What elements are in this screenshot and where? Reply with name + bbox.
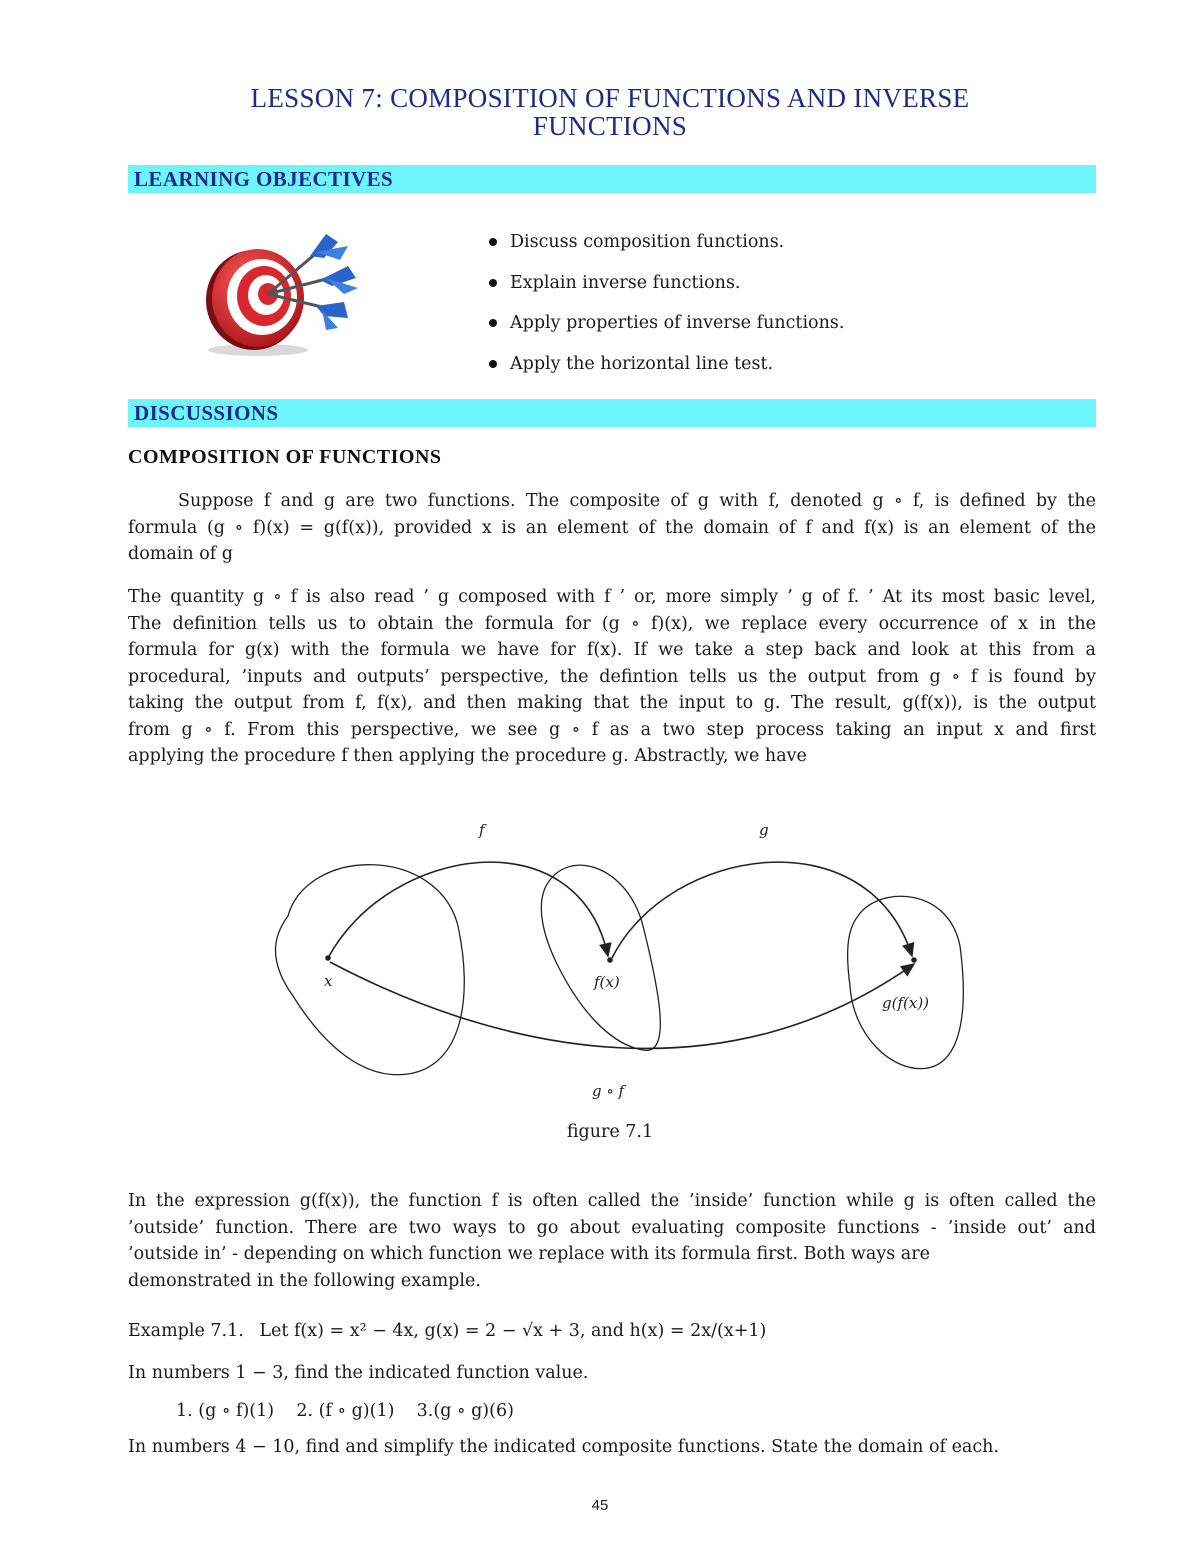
arrow-g — [612, 862, 912, 958]
example-line — [128, 1318, 1096, 1345]
paragraph-line: applying the procedure f then applying the procedure g. Abstractly, we have — [128, 746, 807, 766]
paragraph-line: domain of g — [128, 544, 233, 564]
bullet-icon — [489, 279, 497, 287]
paragraph-line: taking the output from f, f(x), and then making that the input to g. The result, g(f(x)), is the output — [128, 693, 1096, 713]
label-g: g — [759, 821, 769, 839]
paragraph-line: The definition tells us to obtain the formula for (g ∘ f)(x), we replace every occurrence of x in the — [128, 613, 1096, 634]
paragraph-line: demonstrated in the following example. — [128, 1270, 481, 1291]
paragraph-explanation — [128, 584, 1096, 770]
paragraph-line: The quantity g ∘ f is also read ’ g composed with f ’ or, more simply ’ g of f. ’ At its most basic level, — [128, 587, 1096, 607]
paragraph-line: from g ∘ f. From this perspective, we see g ∘ f as a two step process taking an input x and first — [128, 719, 1096, 740]
label-gof: g ∘ f — [592, 1082, 625, 1100]
label-gfx: g(f(x)) — [882, 994, 930, 1012]
list-item: Discuss composition functions. — [486, 228, 844, 269]
objectives-header-band — [128, 165, 1096, 193]
example-text: Let f(x) = x² − 4x, g(x) = 2 − √x + 3, and h(x) = 2x/(x+1) — [259, 1321, 767, 1341]
paragraph-line: procedural, ’inputs and outputs’ perspective, the defintion tells us the output from g ∘ f is found by — [128, 666, 1096, 687]
paragraph-line: In the expression g(f(x)), the function f is often called the ’inside’ function while g is often called the — [128, 1191, 1096, 1211]
objectives-header: LEARNING OBJECTIVES — [134, 167, 394, 191]
label-f: f — [479, 821, 485, 839]
paragraph-line: formula for g(x) with the formula we have for f(x). If we take a step back and look at this from a — [128, 640, 1096, 660]
middle-blob — [541, 865, 660, 1050]
discussions-header: DISCUSSIONS — [134, 401, 279, 425]
list-item: Apply the horizontal line test. — [486, 350, 844, 391]
discussions-header-band — [128, 399, 1096, 427]
point-fx — [607, 957, 613, 963]
lesson-title — [128, 84, 1092, 140]
point-gfx — [911, 957, 917, 963]
page-number: 45 — [591, 1497, 609, 1514]
bullet-icon — [489, 319, 497, 327]
example-label: Example 7.1. — [128, 1321, 244, 1341]
paragraph-definition — [128, 488, 1096, 568]
bullet-icon — [489, 238, 497, 246]
bullet-icon — [489, 360, 497, 368]
list-item: Apply properties of inverse functions. — [486, 309, 844, 350]
lesson-title-line1: LESSON 7: COMPOSITION OF FUNCTIONS AND INVERSE — [250, 83, 970, 113]
arrow-f — [328, 862, 608, 958]
domain-blob — [276, 865, 465, 1075]
list-item: Explain inverse functions. — [486, 269, 844, 310]
instruction-2: In numbers 4 − 10, find and simplify the indicated composite functions. State the domain of each. — [128, 1437, 1000, 1457]
paragraph-line: Suppose f and g are two functions. The composite of g with f, denoted g ∘ f, is defined by the — [178, 491, 1096, 511]
label-fx: f(x) — [594, 973, 620, 991]
paragraph-line: ’outside’ function. There are two ways to go about evaluating composite functions - ’inside out’ and — [128, 1217, 1096, 1238]
paragraph-line: ’outside in’ - depending on which function we replace with its formula first. Both ways are — [128, 1244, 930, 1264]
paragraph-line: formula (g ∘ f)(x) = g(f(x)), provided x is an element of the domain of f and f(x) is an element of the — [128, 517, 1096, 538]
arrow-gof — [330, 962, 914, 1048]
instruction-1: In numbers 1 − 3, find the indicated function value. — [128, 1363, 589, 1383]
label-x: x — [324, 972, 333, 990]
target-darts-icon — [198, 228, 364, 358]
items-row: 1. (g ∘ f)(1) 2. (f ∘ g)(1) 3.(g ∘ g)(6) — [176, 1401, 514, 1421]
lesson-title-line2: FUNCTIONS — [532, 111, 688, 141]
objectives-list — [486, 228, 844, 390]
paragraph-inside-outside — [128, 1188, 1096, 1294]
range-blob — [848, 896, 964, 1068]
section-title: COMPOSITION OF FUNCTIONS — [128, 446, 442, 468]
composition-diagram — [248, 806, 980, 1106]
figure-caption: figure 7.1 — [566, 1122, 654, 1142]
